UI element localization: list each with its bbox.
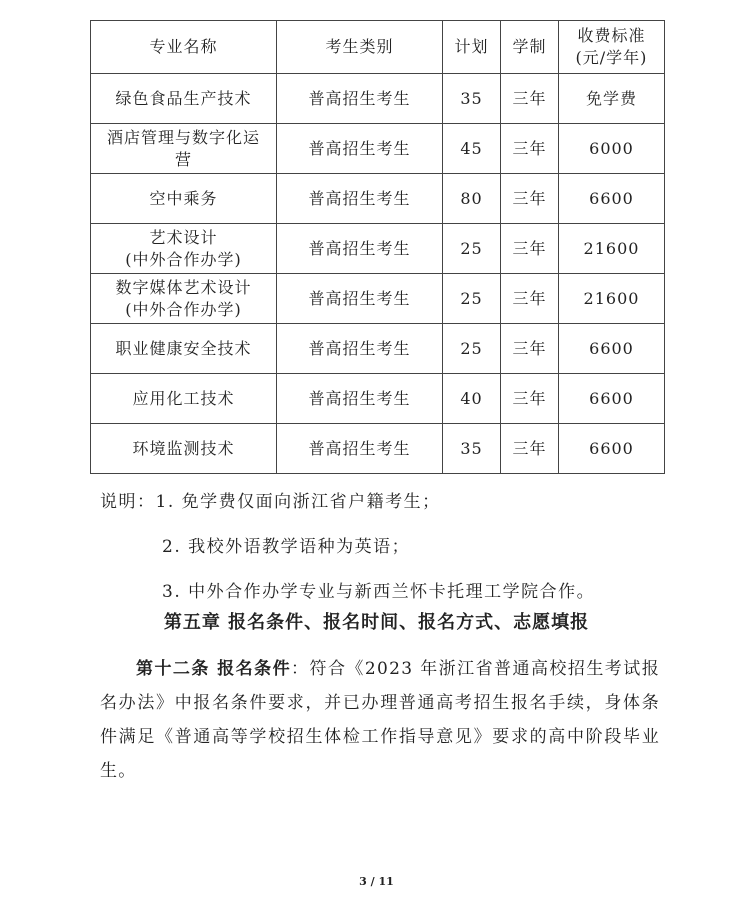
header-fee-label: 收费标准: [577, 26, 646, 45]
cell-fee: 6600: [559, 324, 665, 374]
cell-candidate-category: 普高招生考生: [277, 224, 443, 274]
major-name-line: (中外合作办学): [125, 299, 242, 319]
cell-fee: 6600: [559, 374, 665, 424]
note-item: [100, 490, 595, 513]
cell-fee: 21600: [559, 274, 665, 324]
cell-duration: 三年: [501, 224, 559, 274]
article-paragraph: [100, 652, 660, 788]
cell-plan: 35: [443, 74, 501, 124]
chapter-title: 第五章 报名条件、报名时间、报名方式、志愿填报: [163, 612, 590, 633]
cell-candidate-category: 普高招生考生: [277, 424, 443, 474]
cell-plan: 40: [443, 374, 501, 424]
note-item: [100, 535, 595, 558]
table-body: [91, 74, 665, 474]
article-body: ：符合《2023 年浙江省普通高校招生考试报名办法》中报名条件要求，并已办理普通高考招生报名手续，身体条件满足《普通高等学校招生体检工作指导意见》要求的高中阶段毕业生。: [100, 659, 660, 781]
cell-duration: 三年: [501, 374, 559, 424]
cell-major-name: [91, 174, 277, 224]
table-row: [91, 74, 665, 124]
major-name-line: 环境监测技术: [132, 438, 235, 458]
article-lead: 第十二条 报名条件: [136, 659, 292, 679]
major-name-line: 职业健康安全技术: [115, 338, 252, 358]
major-name-line: 数字媒体艺术设计: [115, 277, 252, 297]
major-name-line: (中外合作办学): [125, 249, 242, 269]
notes-label: 说明：: [100, 492, 156, 512]
cell-plan: 25: [443, 274, 501, 324]
table-row: [91, 274, 665, 324]
cell-candidate-category: 普高招生考生: [277, 74, 443, 124]
cell-major-name: [91, 224, 277, 274]
notes-section: [100, 490, 595, 625]
cell-fee: 6600: [559, 174, 665, 224]
majors-table: [90, 20, 665, 474]
cell-plan: 45: [443, 124, 501, 174]
table-row: [91, 224, 665, 274]
cell-major-name: [91, 374, 277, 424]
table-row: [91, 424, 665, 474]
cell-plan: 35: [443, 424, 501, 474]
header-major-name: 专业名称: [91, 21, 277, 74]
major-name-line: 应用化工技术: [132, 388, 235, 408]
table-row: [91, 374, 665, 424]
cell-major-name: [91, 324, 277, 374]
cell-duration: 三年: [501, 124, 559, 174]
major-name-line: 营: [174, 149, 192, 169]
cell-candidate-category: 普高招生考生: [277, 124, 443, 174]
cell-duration: 三年: [501, 424, 559, 474]
header-candidate-category: 考生类别: [277, 21, 443, 74]
note-item: [100, 580, 595, 603]
cell-candidate-category: 普高招生考生: [277, 324, 443, 374]
header-duration: 学制: [501, 21, 559, 74]
note-text: 1. 免学费仅面向浙江省户籍考生；: [155, 492, 441, 512]
cell-major-name: [91, 424, 277, 474]
major-name-line: 空中乘务: [149, 188, 218, 208]
note-text: 2. 我校外语教学语种为英语；: [162, 537, 411, 557]
cell-duration: 三年: [501, 174, 559, 224]
cell-fee: 6600: [559, 424, 665, 474]
major-name-line: 酒店管理与数字化运: [106, 127, 260, 147]
table-row: [91, 324, 665, 374]
cell-fee: 21600: [559, 224, 665, 274]
table-header-row: [91, 21, 665, 74]
cell-fee: 免学费: [559, 74, 665, 124]
header-plan: 计划: [443, 21, 501, 74]
major-name-line: 绿色食品生产技术: [115, 88, 252, 108]
cell-plan: 25: [443, 224, 501, 274]
page-number: 3 / 11: [359, 875, 394, 888]
note-text: 3. 中外合作办学专业与新西兰怀卡托理工学院合作。: [162, 582, 596, 602]
major-name-line: 艺术设计: [149, 227, 218, 247]
cell-candidate-category: 普高招生考生: [277, 274, 443, 324]
header-fee: [559, 21, 665, 74]
cell-duration: 三年: [501, 274, 559, 324]
cell-fee: 6000: [559, 124, 665, 174]
cell-candidate-category: 普高招生考生: [277, 174, 443, 224]
cell-major-name: [91, 274, 277, 324]
cell-major-name: [91, 124, 277, 174]
cell-plan: 25: [443, 324, 501, 374]
cell-major-name: [91, 74, 277, 124]
cell-duration: 三年: [501, 324, 559, 374]
header-fee-unit: (元/学年): [575, 48, 648, 67]
cell-plan: 80: [443, 174, 501, 224]
table-row: [91, 124, 665, 174]
cell-candidate-category: 普高招生考生: [277, 374, 443, 424]
cell-duration: 三年: [501, 74, 559, 124]
table-row: [91, 174, 665, 224]
